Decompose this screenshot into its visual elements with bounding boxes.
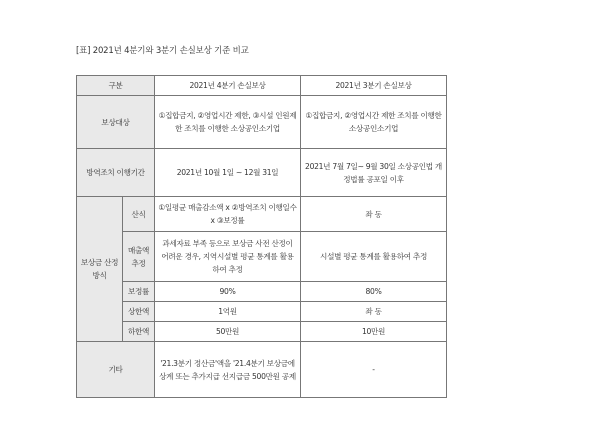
cell-target-q4: ①집합금지, ②영업시간 제한, ③시설 인원제한 조치를 이행한 소상공인소기업 xyxy=(155,96,301,149)
cell-upper-q4: 1억원 xyxy=(155,302,301,322)
table-caption: [표] 2021년 4분기와 3분기 손실보상 기준 비교 xyxy=(76,46,249,56)
comparison-table xyxy=(76,75,447,398)
row-label-method-group: 보상금 산정 방식 xyxy=(77,197,123,342)
row-label-lower: 하한액 xyxy=(123,322,155,342)
header-q4: 2021년 4분기 손실보상 xyxy=(155,76,301,96)
table-row-period xyxy=(77,149,447,197)
cell-formula-q3: 좌 동 xyxy=(301,197,447,232)
table-row-rate xyxy=(77,282,447,302)
cell-sales-q3: 시설별 평균 통계를 활용하여 추정 xyxy=(301,232,447,282)
table-row-target xyxy=(77,96,447,149)
table-row-upper xyxy=(77,302,447,322)
table-row-lower xyxy=(77,322,447,342)
table-row-other xyxy=(77,342,447,398)
table-row-formula xyxy=(77,197,447,232)
cell-rate-q4: 90% xyxy=(155,282,301,302)
row-label-upper: 상한액 xyxy=(123,302,155,322)
cell-target-q3: ①집합금지, ②영업시간 제한 조치를 이행한 소상공인소기업 xyxy=(301,96,447,149)
header-category: 구분 xyxy=(77,76,155,96)
cell-upper-q3: 좌 동 xyxy=(301,302,447,322)
table-row-sales xyxy=(77,232,447,282)
cell-other-q4: '21.3분기 정산금'액을 '21.4분기 보상금에 상계 또는 추가지급 선지급금 500만원 공제 xyxy=(155,342,301,398)
cell-formula-q4: ①일평균 매출감소액 x ②방역조치 이행일수 x ③보정률 xyxy=(155,197,301,232)
row-label-target: 보상대상 xyxy=(77,96,155,149)
cell-period-q3: 2021년 7월 7일~ 9월 30일 소상공인법 개정법률 공포일 이후 xyxy=(301,149,447,197)
row-label-sales: 매출액 추정 xyxy=(123,232,155,282)
cell-lower-q4: 50만원 xyxy=(155,322,301,342)
cell-lower-q3: 10만원 xyxy=(301,322,447,342)
cell-rate-q3: 80% xyxy=(301,282,447,302)
row-label-other: 기타 xyxy=(77,342,155,398)
cell-period-q4: 2021년 10월 1일 ~ 12월 31일 xyxy=(155,149,301,197)
table-header-row xyxy=(77,76,447,96)
row-label-formula: 산식 xyxy=(123,197,155,232)
cell-other-q3: - xyxy=(301,342,447,398)
header-q3: 2021년 3분기 손실보상 xyxy=(301,76,447,96)
row-label-rate: 보정률 xyxy=(123,282,155,302)
cell-sales-q4: 과세자료 부족 등으로 보상금 사전 산정이 어려운 경우, 지역시설별 평균 통계를 활용하여 추정 xyxy=(155,232,301,282)
row-label-period: 방역조치 이행기간 xyxy=(77,149,155,197)
